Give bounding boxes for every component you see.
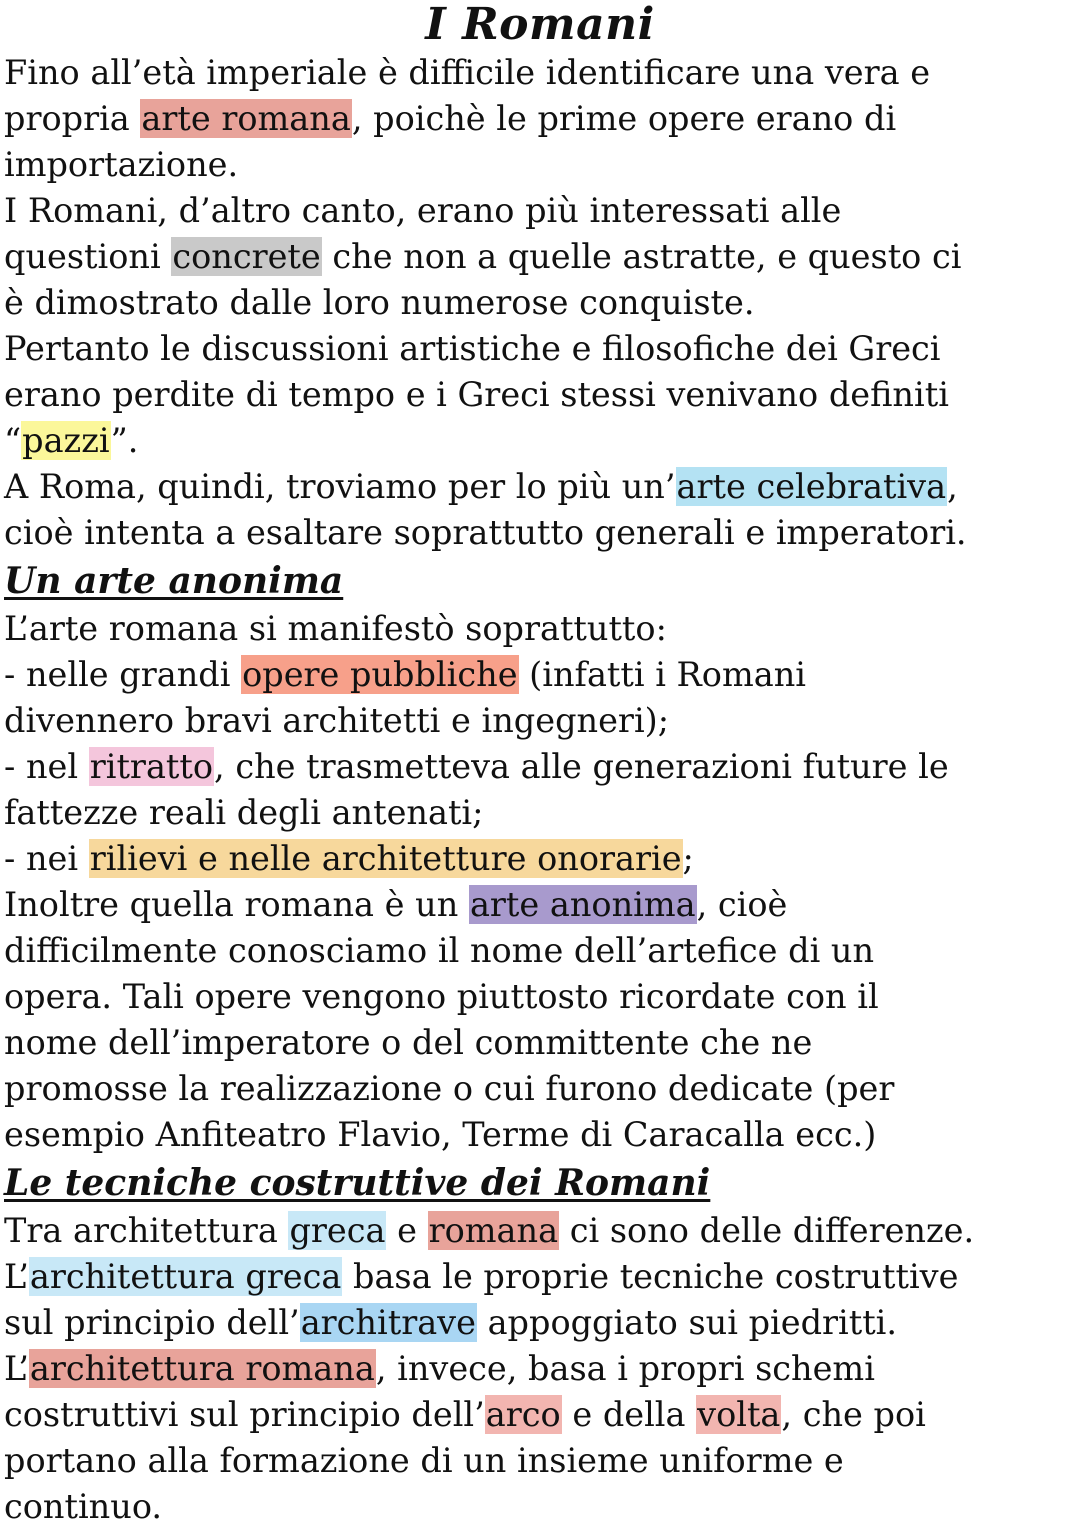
text-line [4,1112,1076,1158]
text-span: appoggiato sui piedritti. [476,1303,898,1342]
text-line [4,882,1076,928]
text-line [4,606,1076,652]
text-span: ”. [110,421,139,460]
text-line [4,1208,1076,1254]
text-span: , invece, basa i propri schemi [375,1349,875,1388]
text-line [4,928,1076,974]
text-span: nome dell’imperatore o del committente che ne [4,1023,813,1062]
text-span: , poichè le prime opere erano di [351,99,897,138]
text-span: - nelle grandi [4,655,242,694]
text-line [4,790,1076,836]
highlight-volta: volta [697,1395,781,1434]
document-page [4,0,1076,1530]
text-line [4,50,1076,96]
highlight-arte-celebrativa: arte celebrativa [676,467,947,506]
text-span: (infatti i Romani [518,655,806,694]
section-heading-tecniche-costruttive: Le tecniche costruttive dei Romani [4,1162,711,1204]
highlight-architettura-greca: architettura greca [29,1257,342,1296]
text-span: esempio Anfiteatro Flavio, Terme di Caracalla ecc.) [4,1115,877,1154]
text-span: - nei [4,839,89,878]
highlight-pazzi: pazzi [22,421,110,460]
text-span: ci sono delle differenze. [559,1211,975,1250]
text-line [4,188,1076,234]
text-line [4,974,1076,1020]
text-line [4,142,1076,188]
text-line [4,464,1076,510]
text-span: promosse la realizzazione o cui furono dedicate (per [4,1069,895,1108]
text-line [4,1392,1076,1438]
text-line [4,744,1076,790]
text-span: Fino all’età imperiale è difficile identificare una vera e [4,53,931,92]
text-line [4,280,1076,326]
tecniche-paragraph [4,1208,1076,1530]
text-span: importazione. [4,145,239,184]
text-line [4,96,1076,142]
text-span: sul principio dell’ [4,1303,300,1342]
highlight-concrete: concrete [172,237,321,276]
text-span: e della [561,1395,697,1434]
intro-paragraph [4,50,1076,556]
text-line [4,372,1076,418]
text-line [4,418,1076,464]
text-span: e [386,1211,428,1250]
text-span: Inoltre quella romana è un [4,885,469,924]
text-span: ; [682,839,694,878]
highlight-romana: romana [428,1211,559,1250]
text-span: - nel [4,747,89,786]
text-line [4,326,1076,372]
text-line [4,234,1076,280]
section-heading-arte-anonima: Un arte anonima [4,560,344,602]
text-span: basa le proprie tecniche costruttive [342,1257,959,1296]
text-span: “ [4,421,22,460]
highlight-greca: greca [289,1211,386,1250]
highlight-arco: arco [485,1395,561,1434]
highlight-arte-romana: arte romana [141,99,351,138]
text-span: difficilmente conosciamo il nome dell’artefice di un [4,931,875,970]
text-line [4,510,1076,556]
text-span: L’ [4,1349,29,1388]
highlight-architettura-romana: architettura romana [29,1349,375,1388]
text-span: cioè intenta a esaltare soprattutto generali e imperatori. [4,513,967,552]
text-span: I Romani, d’altro canto, erano più interessati alle [4,191,842,230]
text-span: è dimostrato dalle loro numerose conquiste. [4,283,755,322]
text-line [4,1484,1076,1530]
text-span: , [947,467,958,506]
arte-anonima-paragraph [4,606,1076,1158]
highlight-arte-anonima: arte anonima [469,885,696,924]
text-span: portano alla formazione di un insieme uniforme e [4,1441,844,1480]
text-line [4,1438,1076,1484]
text-span: questioni [4,237,172,276]
page-title: I Romani [425,0,655,50]
text-line [4,1254,1076,1300]
text-span: fattezze reali degli antenati; [4,793,484,832]
text-span: opera. Tali opere vengono piuttosto ricordate con il [4,977,879,1016]
highlight-rilievi: rilievi e nelle architetture onorarie [89,839,682,878]
text-line [4,698,1076,744]
text-span: , cioè [696,885,788,924]
text-line [4,652,1076,698]
text-span: A Roma, quindi, troviamo per lo più un’ [4,467,676,506]
text-span: , che trasmetteva alle generazioni future le [214,747,949,786]
text-span: Pertanto le discussioni artistiche e filosofiche dei Greci [4,329,941,368]
text-line [4,836,1076,882]
text-line [4,1066,1076,1112]
highlight-ritratto: ritratto [89,747,214,786]
text-span: costruttivi sul principio dell’ [4,1395,485,1434]
text-span: divennero bravi architetti e ingegneri); [4,701,670,740]
text-span: propria [4,99,141,138]
text-span: , che poi [781,1395,926,1434]
text-line [4,1346,1076,1392]
text-span: che non a quelle astratte, e questo ci [321,237,962,276]
text-span: L’ [4,1257,29,1296]
text-span: Tra architettura [4,1211,289,1250]
text-span: continuo. [4,1487,163,1526]
highlight-opere-pubbliche: opere pubbliche [242,655,518,694]
text-span: erano perdite di tempo e i Greci stessi venivano definiti [4,375,949,414]
text-span: L’arte romana si manifestò soprattutto: [4,609,667,648]
highlight-architrave: architrave [300,1303,476,1342]
text-line [4,1300,1076,1346]
text-line [4,1020,1076,1066]
